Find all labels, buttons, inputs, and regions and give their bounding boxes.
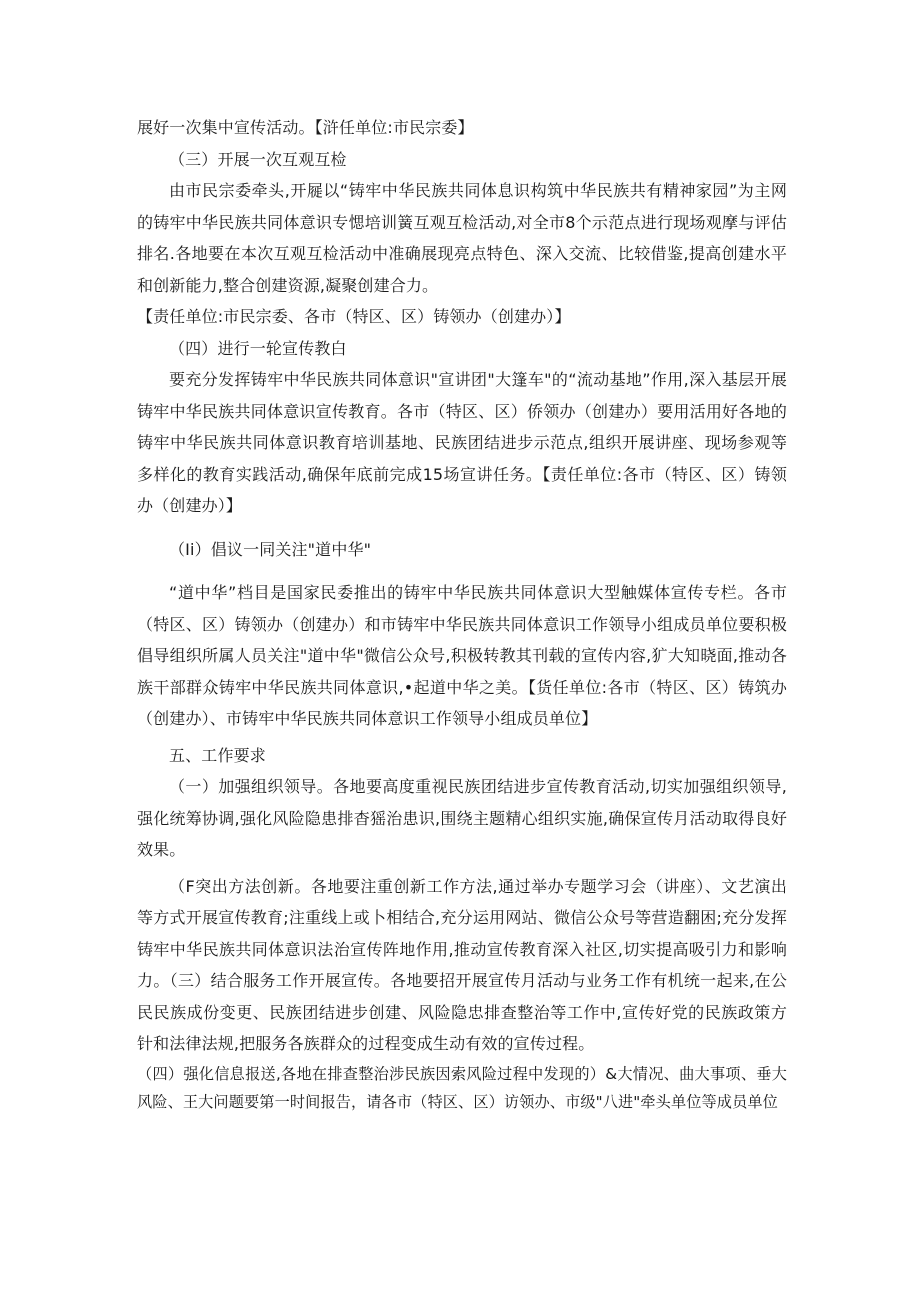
paragraph-1: 展好一次集中宣传活动。【浒任单位:市民宗委】 <box>137 118 474 137</box>
paragraph-daozhonghua: “道中华”档目是国家民委推出的铸牢中华民族共同体意识大型触媒体宣传专栏。各市（特区、区）铸领办（创建办）和市铸牢中华民族共同体意识工作领导小组成员单位要积极倡导组织所属人员关注"道中华"微信公众号,积极转教其刊载的宣传内容,犷大知晓面,推动各族干部群众铸牢中华民族共同体意识,•起道中华之美。【货任单位:各市（特区、区）铸筑办（创建办）、市铸牢中华民族共同体意识工作领导小组成员单位】 <box>137 583 787 728</box>
responsibility-note-1: 【责任单位:市民宗委、各市（特区、区）铸领办（创建办）】 <box>137 307 571 326</box>
section-heading-5: （Ii）倡议一同关注"道中华" <box>169 539 372 559</box>
chapter-heading-work-requirements: 五、工作要求 <box>169 745 266 765</box>
paragraph-info-report: （四）强化信息报送,各地在排查整治涉民族因索风险过程中发现的）&大情况、曲大事项、垂大风险、王大问题要第一时间报告，请各市（特区、区）访领办、市级"八进"牵头单位等成员单位 <box>137 1064 787 1111</box>
paragraph-education: 要充分发挥铸牢中华民族共同体意识"宣讲团"大篷车"的“流动基地”作用,深入基层开展铸牢中华民族共同体意识宣传教育。各市（特区、区）侨领办（创建办）要用活用好各地的铸牢中华民族共同体意识教育培训基地、民族团结进步示范点,组织开展讲座、现场参观等多样化的教育实践活动,确保年底前完成15场宣讲任务。【责任单位:各市（特区、区）铸领办（创建办）】 <box>137 370 787 515</box>
paragraph-mutual-inspection: 由市民宗委牵头,开屣以“铸牢中华民族共同体息识构筑中华民族共有精神家园”为主网的铸牢中华民族共同体意识专愢培训簧互观互检活动,对全市8个示范点进行现场观摩与评估排名.各地要在本次互观互检活动中准确展现亮点特色、深入交流、比较借鉴,提高创建水平和创新能力,整合创建资源,凝聚创建合力。 <box>137 181 787 295</box>
document-body <box>137 112 787 1116</box>
section-heading-3: （三）开展一次互观互检 <box>169 149 347 169</box>
paragraph-method-innovation: （F突出方法创新。各地要注重创新工作方法,通过举办专题学习会（讲座）、文艺演出等方式开展宣传教育;注重线上或卜相结合,充分运用网站、微信公众号等营造翻困;充分发挥铸牢中华民族共同体意识法治宣传阵地作用,推动宣传教育深入社区,切实提高吸引力和影响力。（三）结合服务工作开展宣传。各地要招开展宣传月活动与业务工作有机统一起来,在公民民族成份变更、民族团结进步创建、风险隐忠排查整治等工作中,宣传好党的民族政策方针和法律法规,把服务各族群众的过程变成生动有效的宣传过程。 <box>137 876 787 1053</box>
section-heading-4: （四）进行一轮宣传教白 <box>169 338 347 358</box>
paragraph-organization: （一）加强组织领导。各地要高度重视民族团结进步宣传教育活动,切实加强组织领导,强化统筹协调,强化风险隐患排杳猺治患识,围绕主题精心组织实施,确保宣传月活动取得良好效果。 <box>137 777 787 859</box>
